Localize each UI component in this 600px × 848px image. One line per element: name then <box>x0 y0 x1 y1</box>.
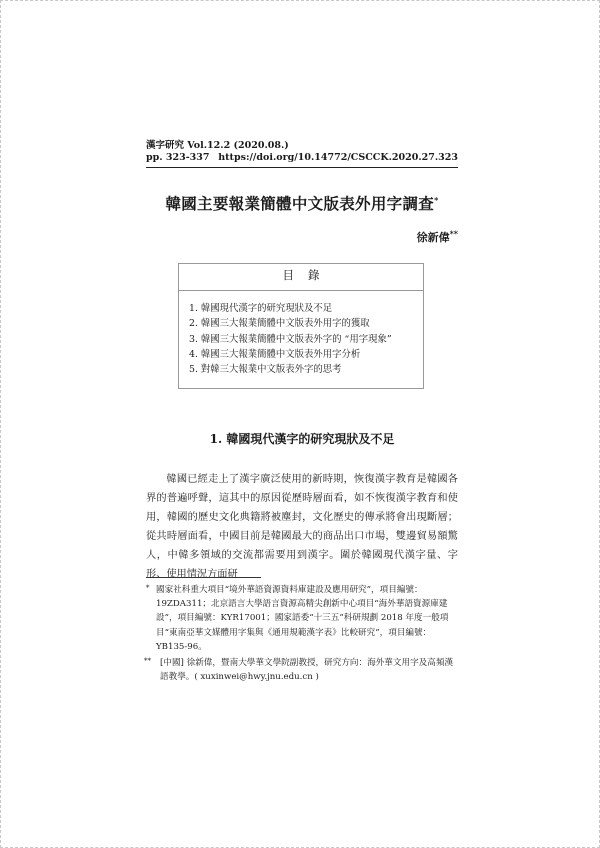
footnote-mark: ** <box>144 657 151 666</box>
journal-pages: pp. 323-337 <box>146 152 210 163</box>
paper-title-text: 韓國主要報業簡體中文版表外用字調查 <box>165 194 435 213</box>
footnote-rule <box>146 577 261 578</box>
toc-item[interactable]: 3. 韓國三大報業簡體中文版表外字的 “用字現象” <box>189 333 392 345</box>
body-paragraph: 韓國已經走上了漢字廣泛使用的新時期，恢復漢字教育是韓國各界的普遍呼聲，這其中的原因從歷時層面看，如不恢復漢字教育和使用，韓國的歷史文化典籍將被塵封，文化歷史的傳承將會出現斷層；從共時層面看，中國目前是韓國最大的商品出口市場，雙邊貿易額驚人，中韓多領域的交流都需要用到漢字。圍於韓國現代漢字量、字形、使用情況方面研 <box>146 474 458 580</box>
paper-title <box>146 192 458 214</box>
body-text <box>146 470 458 584</box>
section-heading: 1. 韓國現代漢字的研究現狀及不足 <box>209 432 395 446</box>
author <box>417 229 458 245</box>
toc-item[interactable]: 4. 韓國三大報業簡體中文版表外用字分析 <box>189 348 361 360</box>
footnote-text: [中國] 徐新偉，暨南大學華文學院副教授，研究方向：海外華文用字及高頻漢語教學。( xuxinwei@hwy.jnu.edu.cn ) <box>160 658 454 683</box>
footnote-text: 國家社科重大項目“境外華語資源資料庫建設及應用研究”，項目編號：19ZDA311；北京語言大學語言資源高精尖創新中心項目“海外華語資源庫建設”，項目編號：KYR17001；國家語委“十三五”科研規劃 2018 年度一般項目“東南亞華文媒體用字集與《通用規範漢字表》比較研究”，項目編號：YB135-96。 <box>156 585 449 652</box>
journal-doi-link[interactable]: https://doi.org/10.14772/CSCCK.2020.27.323 <box>218 152 458 163</box>
toc-heading: 目錄 <box>282 268 334 282</box>
title-footnote-mark[interactable]: * <box>434 194 439 205</box>
author-footnote-mark[interactable]: ** <box>449 228 458 239</box>
toc-item[interactable]: 5. 對韓三大報業中文版表外字的思考 <box>189 364 342 376</box>
table-of-contents <box>178 263 424 389</box>
toc-item[interactable]: 1. 韓國現代漢字的研究現狀及不足 <box>189 303 333 314</box>
header-rule <box>146 167 458 168</box>
author-name: 徐新偉 <box>416 231 450 244</box>
journal-header <box>146 140 458 168</box>
footnote-2 <box>146 656 458 684</box>
toc-item[interactable]: 2. 韓國三大報業簡體中文版表外用字的獲取 <box>189 318 370 330</box>
footnotes <box>146 583 458 686</box>
toc-list <box>189 301 423 377</box>
footnote-1 <box>146 583 458 654</box>
journal-name-volume: 漢字研究 Vol.12.2 (2020.08.) <box>146 140 289 151</box>
footnote-mark: * <box>146 584 150 592</box>
toc-rule <box>179 290 423 291</box>
journal-pages-doi-row <box>146 152 458 164</box>
